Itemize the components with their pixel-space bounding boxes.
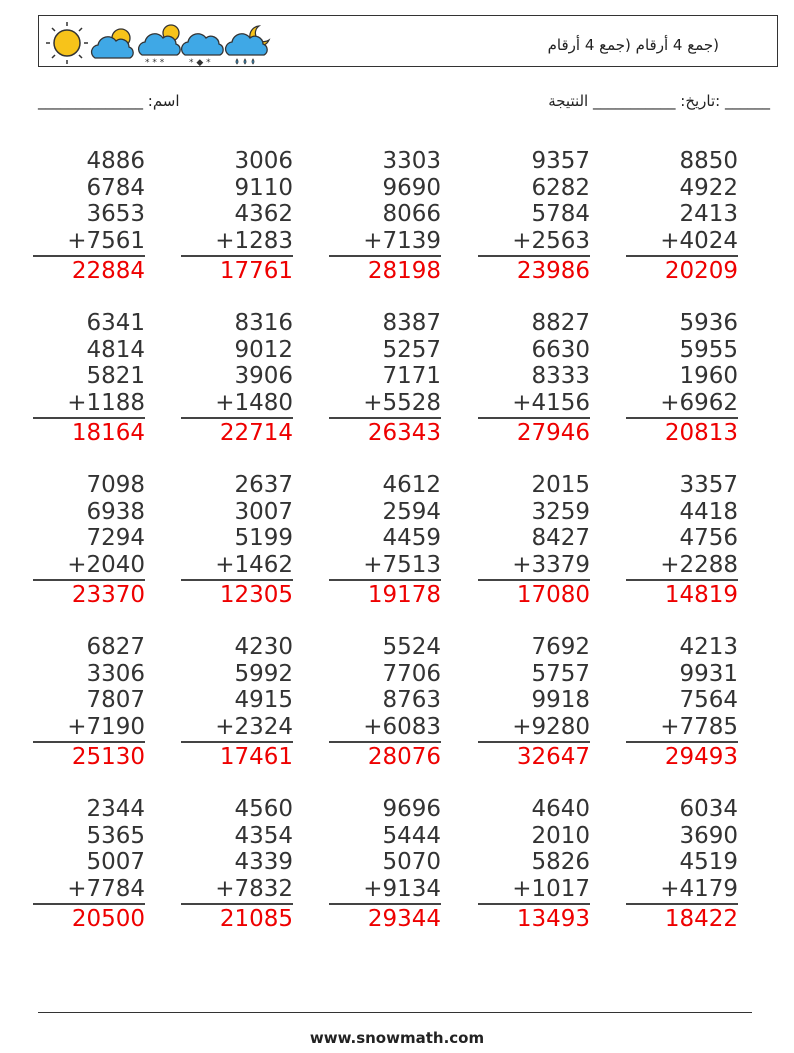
addend: +3379 (512, 551, 590, 578)
addend: 2010 (531, 822, 590, 849)
addend: 4213 (679, 634, 738, 660)
addend: 4519 (679, 849, 738, 875)
addend: 8827 (531, 310, 590, 336)
addition-problem (181, 796, 293, 933)
addition-problem (181, 472, 293, 609)
addend: 4814 (86, 336, 145, 363)
answer: 28198 (367, 258, 441, 284)
answer: 19178 (367, 582, 441, 608)
addend: 4612 (382, 472, 441, 498)
answer: 12305 (219, 582, 293, 608)
addition-problem (329, 634, 441, 771)
addend: 5757 (531, 660, 590, 687)
sum-line (181, 579, 293, 581)
addend: 5257 (382, 336, 441, 363)
addend: 3303 (382, 148, 441, 174)
footer-divider (38, 1012, 752, 1013)
addition-problem (33, 796, 145, 933)
answer: 29493 (664, 744, 738, 770)
addend: 3690 (679, 822, 738, 849)
addend: +7513 (363, 551, 441, 578)
addend: +5528 (363, 389, 441, 416)
answer: 23370 (71, 582, 145, 608)
addend: 6630 (531, 336, 590, 363)
addend: +2324 (215, 713, 293, 740)
sum-line (478, 417, 590, 419)
addend: 7098 (86, 472, 145, 498)
addend: 5936 (679, 310, 738, 336)
answer: 21085 (219, 906, 293, 932)
addition-problem (329, 796, 441, 933)
addition-problem (329, 472, 441, 609)
sum-line (478, 903, 590, 905)
addend: 9696 (382, 796, 441, 822)
addition-problem (181, 634, 293, 771)
sum-line (181, 903, 293, 905)
sum-line (626, 255, 738, 257)
addend: 4922 (679, 174, 738, 201)
sum-line (478, 741, 590, 743)
addition-problem (478, 634, 590, 771)
addend: +2288 (660, 551, 738, 578)
svg-text:* * *: * * * (145, 58, 165, 66)
svg-text:* ◆ *: * ◆ * (189, 58, 211, 66)
sum-line (478, 579, 590, 581)
addend: 5365 (86, 822, 145, 849)
addend: 8427 (531, 525, 590, 551)
addend: 9690 (382, 174, 441, 201)
addend: +4179 (660, 875, 738, 902)
addend: 7564 (679, 687, 738, 713)
answer: 22884 (71, 258, 145, 284)
addend: +1462 (215, 551, 293, 578)
addend: 9931 (679, 660, 738, 687)
addend: +2563 (512, 227, 590, 254)
addition-problem (626, 796, 738, 933)
sum-line (33, 903, 145, 905)
addition-problem (329, 148, 441, 285)
addition-problem (478, 472, 590, 609)
addend: +7190 (67, 713, 145, 740)
sum-line (33, 255, 145, 257)
sum-line (181, 741, 293, 743)
addend: 4339 (234, 849, 293, 875)
addend: +9134 (363, 875, 441, 902)
addend: 5784 (531, 201, 590, 227)
addition-problem (33, 310, 145, 447)
answer: 32647 (516, 744, 590, 770)
addend: 4560 (234, 796, 293, 822)
addend: 1960 (679, 363, 738, 389)
sum-line (181, 255, 293, 257)
addend: 8763 (382, 687, 441, 713)
addend: 6034 (679, 796, 738, 822)
sum-line (329, 579, 441, 581)
answer: 17080 (516, 582, 590, 608)
addend: 5821 (86, 363, 145, 389)
addend: 2413 (679, 201, 738, 227)
sum-line (626, 903, 738, 905)
addend: 7171 (382, 363, 441, 389)
addend: 9110 (234, 174, 293, 201)
addition-problem (626, 148, 738, 285)
addend: 3007 (234, 498, 293, 525)
addend: 8387 (382, 310, 441, 336)
addend: +7139 (363, 227, 441, 254)
addend: 3653 (86, 201, 145, 227)
addend: +2040 (67, 551, 145, 578)
addend: +1480 (215, 389, 293, 416)
sleet-cloud-icon (182, 34, 224, 66)
answer: 23986 (516, 258, 590, 284)
date-result-field: ______ :تاريخ: ___________ النتيجة (548, 92, 770, 110)
sum-line (33, 417, 145, 419)
answer: 29344 (367, 906, 441, 932)
addition-problem (329, 310, 441, 447)
addend: +7785 (660, 713, 738, 740)
addend: +4156 (512, 389, 590, 416)
addend: 5070 (382, 849, 441, 875)
answer: 25130 (71, 744, 145, 770)
addition-problem (478, 310, 590, 447)
snow-cloud-icon (139, 25, 181, 66)
answer: 20813 (664, 420, 738, 446)
addend: 9012 (234, 336, 293, 363)
addend: 4886 (86, 148, 145, 174)
addend: 3006 (234, 148, 293, 174)
name-field: اسم: ______________ (38, 92, 180, 110)
addend: 3357 (679, 472, 738, 498)
sum-line (626, 579, 738, 581)
addend: +7784 (67, 875, 145, 902)
answer: 18164 (71, 420, 145, 446)
sun-cloud-icon (92, 29, 134, 58)
addend: 7294 (86, 525, 145, 551)
addend: 4354 (234, 822, 293, 849)
page-title: (جمع 4 أرقام (جمع 4 أرقام (547, 36, 719, 54)
sum-line (626, 741, 738, 743)
addend: 3906 (234, 363, 293, 389)
sun-icon (46, 22, 88, 64)
addend: 6341 (86, 310, 145, 336)
answer: 14819 (664, 582, 738, 608)
addition-problem (33, 634, 145, 771)
sum-line (626, 417, 738, 419)
addend: 7692 (531, 634, 590, 660)
addend: 2015 (531, 472, 590, 498)
answer: 27946 (516, 420, 590, 446)
sum-line (478, 255, 590, 257)
answer: 28076 (367, 744, 441, 770)
addend: 8333 (531, 363, 590, 389)
sum-line (329, 903, 441, 905)
answer: 13493 (516, 906, 590, 932)
addend: 5826 (531, 849, 590, 875)
problem-grid (0, 148, 794, 948)
sum-line (329, 741, 441, 743)
addition-problem (181, 310, 293, 447)
addition-problem (626, 634, 738, 771)
addend: 8850 (679, 148, 738, 174)
addend: 5007 (86, 849, 145, 875)
addend: 3306 (86, 660, 145, 687)
answer: 20209 (664, 258, 738, 284)
addend: 3259 (531, 498, 590, 525)
addend: 9357 (531, 148, 590, 174)
addend: 5524 (382, 634, 441, 660)
addend: 2637 (234, 472, 293, 498)
addend: 6784 (86, 174, 145, 201)
answer: 17761 (219, 258, 293, 284)
addend: 7807 (86, 687, 145, 713)
addend: 4915 (234, 687, 293, 713)
addition-problem (626, 472, 738, 609)
sum-line (329, 255, 441, 257)
sum-line (181, 417, 293, 419)
header-box (38, 15, 778, 67)
addend: +9280 (512, 713, 590, 740)
addend: 6827 (86, 634, 145, 660)
addend: 4230 (234, 634, 293, 660)
addend: 9918 (531, 687, 590, 713)
addend: +7832 (215, 875, 293, 902)
addend: 6282 (531, 174, 590, 201)
sum-line (33, 579, 145, 581)
addend: 4459 (382, 525, 441, 551)
addend: 7706 (382, 660, 441, 687)
addend: 4418 (679, 498, 738, 525)
sum-line (329, 417, 441, 419)
addend: +1283 (215, 227, 293, 254)
addend: 2344 (86, 796, 145, 822)
addition-problem (33, 148, 145, 285)
addition-problem (626, 310, 738, 447)
addition-problem (478, 796, 590, 933)
addend: 4640 (531, 796, 590, 822)
addend: 5199 (234, 525, 293, 551)
footer-site: www.snowmath.com (309, 1029, 485, 1047)
addition-problem (478, 148, 590, 285)
addend: 5992 (234, 660, 293, 687)
addend: 6938 (86, 498, 145, 525)
addend: +6962 (660, 389, 738, 416)
addend: +7561 (67, 227, 145, 254)
addend: +6083 (363, 713, 441, 740)
addend: +4024 (660, 227, 738, 254)
addition-problem (181, 148, 293, 285)
addend: 2594 (382, 498, 441, 525)
answer: 20500 (71, 906, 145, 932)
moon-rain-cloud-icon (226, 26, 269, 64)
addend: 5955 (679, 336, 738, 363)
addend: 5444 (382, 822, 441, 849)
addend: 4362 (234, 201, 293, 227)
answer: 22714 (219, 420, 293, 446)
answer: 26343 (367, 420, 441, 446)
addend: +1017 (512, 875, 590, 902)
addend: 8066 (382, 201, 441, 227)
addend: 8316 (234, 310, 293, 336)
weather-icons (45, 20, 275, 66)
addend: +1188 (67, 389, 145, 416)
answer: 17461 (219, 744, 293, 770)
addition-problem (33, 472, 145, 609)
answer: 18422 (664, 906, 738, 932)
addend: 4756 (679, 525, 738, 551)
sum-line (33, 741, 145, 743)
